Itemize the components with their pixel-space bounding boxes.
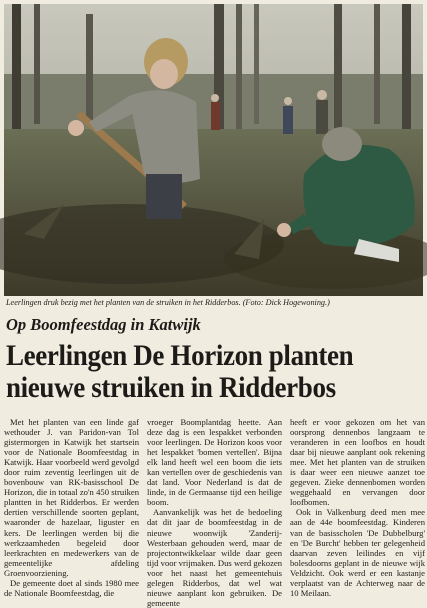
paragraph: heeft er voor gekozen om het van oorsprong dennenbos langzaam te veranderen in een loofbos en houdt daar bij nieuwe aanplant ook rekening mee. Met het planten van de struiken is daar weer een nieuwe aanzet toe gegeven. Zieke dennenbomen worden weggehaald en vervangen door loofbomen. bbox=[290, 417, 425, 508]
paragraph: Aanvankelijk was het de bedoeling dat dit jaar de boomfeestdag in de nieuwe woonwijk 'Zanderij-Westerbaan gehouden werd, maar de projectontwikkelaar wilde daar geen tijd voor vrijmaken. Dus werd gekozen voor het naast het gemeentehuis gelegen Ridderbos, dat wel wat nieuwe aanplant kon gebruiken. De gemeente bbox=[147, 507, 282, 608]
article-column bbox=[147, 417, 282, 608]
article-column bbox=[4, 417, 139, 598]
article-body bbox=[4, 417, 425, 608]
news-photo bbox=[4, 4, 423, 296]
paragraph: vroeger Boomplantdag heette. Aan deze dag is een lespakket verbonden voor leerlingen. De Horizon koos voor het lespakket 'bomen vertellen'. Bijna elk land heeft wel een boom die iets kan vertellen over de geschiedenis van dat land. Voor Nederland is dat de linde, in de Germaanse tijd een heilige boom. bbox=[147, 417, 282, 508]
kicker: Op Boomfeestdag in Katwijk bbox=[6, 315, 201, 334]
headline bbox=[6, 340, 424, 404]
paragraph: Ook in Valkenburg deed men mee aan de 44e boomfeestdag. Kinderen van de basisscholen 'De Dubbelburg' en 'De Burcht' hebben ter gelegenheid daarvan zeven leilindes en vijf bolesdoorns geplant in de nieuwe wijk Veldzicht. Ook werd er een kastanje verplaatst van de Achterweg naar de 10 Meilaan. bbox=[290, 507, 425, 598]
article-column bbox=[290, 417, 425, 598]
paragraph: De gemeente doet al sinds 1980 mee de Nationale Boomfeestdag, die bbox=[4, 577, 139, 598]
paragraph: Met het planten van een linde gaf wethouder J. van Paridon-van Tol gistermorgen in Katwijk het startsein voor de Nationale Boomfeestdag in Katwijk. Haar voorbeeld werd gevolgd door ruim zeventig leerlingen uit de bovenbouw van RK-basisschool De Horizon, die in totaal zo'n 450 struiken plantten in het Ridderbos. Er werden dertien verschillende soorten geplant, waaronder de hazelaar, liguster en kers. De leerlingen werden bij die werkzaamheden begeleid door leerkrachten en medewerkers van de gemeentelijke afdeling Groenvoorziening. bbox=[4, 417, 139, 578]
headline-line: nieuwe struiken in Ridderbos bbox=[6, 371, 336, 404]
photo-caption: Leerlingen druk bezig met het planten van de struiken in het Ridderbos. (Foto: Dick Hogewoning.) bbox=[6, 298, 330, 307]
headline-line: Leerlingen De Horizon planten bbox=[6, 339, 354, 372]
